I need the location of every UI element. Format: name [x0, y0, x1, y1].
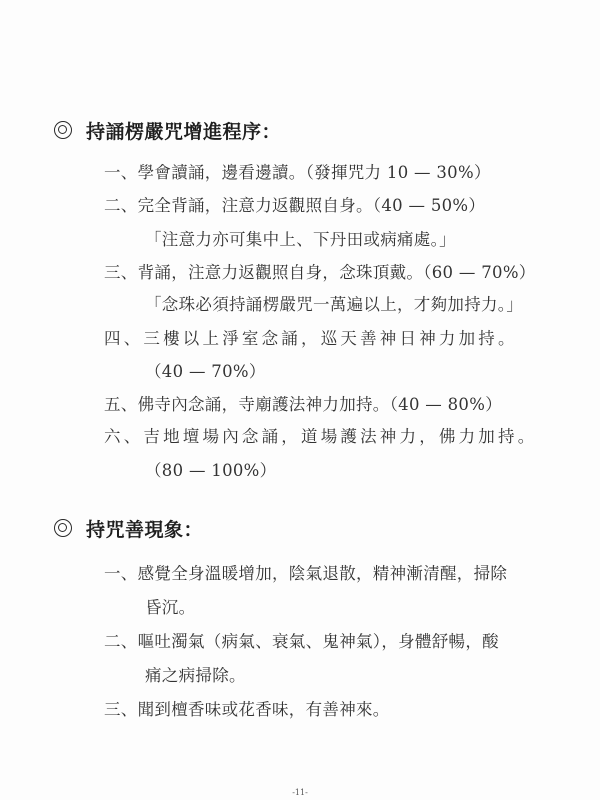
section-heading-good-phenomena — [54, 514, 203, 542]
list-item-note: 「念珠必須持誦楞嚴咒一萬遍以上，才夠加持力。」 — [145, 295, 524, 314]
list-item: 五、佛寺內念誦，寺廟護法神力加持。（40 — 80%） — [104, 395, 503, 414]
list-item: 三、聞到檀香味或花香味，有善神來。 — [104, 700, 390, 719]
list-item: 一、學會讀誦，邊看邊讀。（發揮咒力 10 — 30%） — [104, 163, 491, 182]
section-heading-text: 持咒善現象： — [86, 518, 204, 541]
list-item-continuation: 痛之病掃除。 — [145, 666, 246, 685]
double-circle-bullet-icon — [54, 121, 72, 139]
list-item-continuation: （80 — 100%） — [145, 461, 277, 480]
page-number: -11- — [292, 788, 308, 797]
list-item: 二、嘔吐濁氣（病氣、衰氣、鬼神氣），身體舒暢，酸 — [104, 632, 499, 651]
list-item-note: 「注意力亦可集中上、下丹田或病痛處。」 — [145, 230, 456, 249]
section-heading-text: 持誦楞嚴咒增進程序： — [86, 120, 282, 143]
list-item-continuation: （40 — 70%） — [145, 362, 266, 381]
list-item: 四、三樓以上淨室念誦，巡天善神日神力加持。 — [104, 329, 518, 348]
list-item: 六、吉地壇場內念誦，道場護法神力，佛力加持。 — [104, 427, 538, 446]
list-item-continuation: 昏沉。 — [145, 598, 196, 617]
double-circle-bullet-icon — [54, 519, 72, 537]
section-heading-chanting-progression — [54, 116, 281, 144]
list-item: 一、感覺全身溫暖增加，陰氣退散，精神漸清醒，掃除 — [104, 564, 508, 583]
list-item: 三、背誦，注意力返觀照自身，念珠頂戴。（60 — 70%） — [104, 263, 536, 282]
list-item: 二、完全背誦，注意力返觀照自身。（40 — 50%） — [104, 196, 486, 215]
